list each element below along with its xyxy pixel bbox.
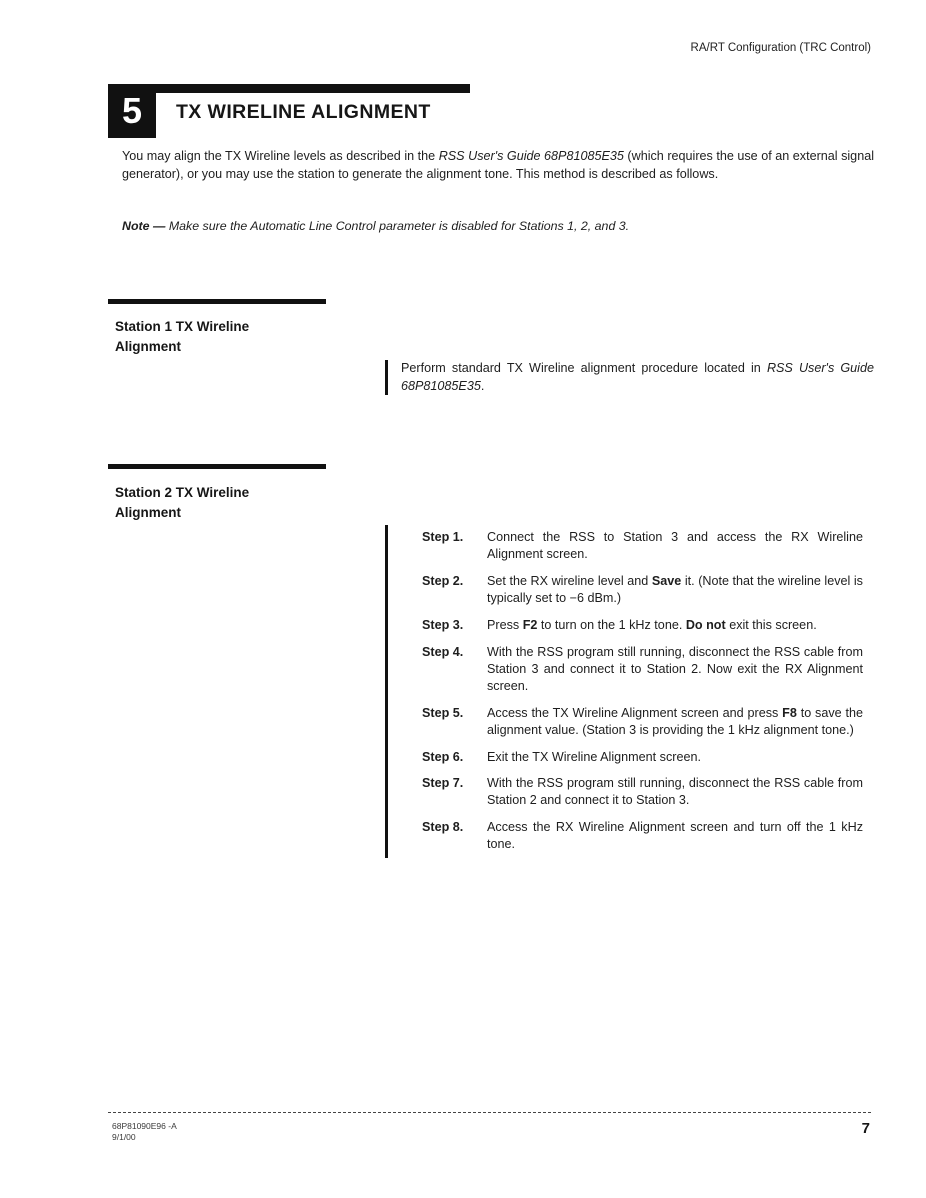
- running-header: RA/RT Configuration (TRC Control): [690, 42, 871, 54]
- chapter-number: 5: [121, 90, 143, 131]
- step-label: Step 4.: [422, 644, 464, 659]
- step-text: Exit the TX Wireline Alignment screen.: [487, 749, 701, 764]
- step-label: Step 8.: [422, 820, 464, 835]
- step-item: [422, 644, 863, 696]
- step-text: Access the TX Wireline Alignment screen and press F8 to save the alignment value. (Station 3 is providing the 1 kHz alignment tone.): [487, 705, 863, 737]
- title-bar-rule: [156, 84, 470, 93]
- doc-number: 68P81090E96 -A: [112, 1121, 177, 1131]
- step-text: Set the RX wireline level and Save it. (Note that the wireline level is typically set to −6 dBm.): [487, 573, 863, 606]
- note: [122, 219, 874, 233]
- step-item: [422, 819, 863, 853]
- section-heading-station1: Station 1 TX Wireline Alignment: [115, 319, 250, 354]
- footer-rule: [108, 1112, 871, 1113]
- step-text: With the RSS program still running, disconnect the RSS cable from Station 2 and connect it to Station 3.: [487, 776, 863, 808]
- section-rule: [108, 299, 326, 304]
- doc-date: 9/1/00: [112, 1132, 136, 1142]
- step-label: Step 2.: [422, 573, 464, 588]
- note-text: Make sure the Automatic Line Control parameter is disabled for Stations 1, 2, and 3.: [168, 219, 630, 233]
- intro-paragraph: You may align the TX Wireline levels as described in the RSS User's Guide 68P81085E35 (which requires the use of an external signal generator), or you may use the station to generate the alignment tone. This method is described as follows.: [122, 149, 874, 181]
- step-item: [422, 529, 863, 563]
- step-label: Step 1.: [422, 530, 464, 544]
- page-number: 7: [861, 1120, 870, 1137]
- step-item: [422, 705, 863, 739]
- step-item: [422, 573, 863, 607]
- step-item: [422, 749, 863, 766]
- step-item: [422, 775, 863, 809]
- section-heading-station2: Station 2 TX Wireline Alignment: [115, 485, 250, 520]
- step-label: Step 7.: [422, 776, 464, 791]
- step-text: Connect the RSS to Station 3 and access the RX Wireline Alignment screen.: [487, 530, 863, 562]
- chapter-number-box: [108, 84, 156, 138]
- step-label: Step 6.: [422, 749, 464, 764]
- step-text: With the RSS program still running, disconnect the RSS cable from Station 3 and connect it to Station 2. Now exit the RX Alignment screen.: [487, 644, 863, 693]
- station1-body: Perform standard TX Wireline alignment procedure located in RSS User's Guide 68P81085E35.: [385, 360, 874, 395]
- section-rule: [108, 464, 326, 469]
- note-label: Note —: [122, 219, 169, 233]
- italic-reference: RSS User's Guide 68P81085E35: [438, 149, 624, 163]
- page-title: TX WIRELINE ALIGNMENT: [176, 101, 431, 123]
- italic-reference: RSS User's Guide 68P81085E35: [401, 361, 874, 393]
- step-text: Press F2 to turn on the 1 kHz tone. Do not exit this screen.: [487, 617, 817, 632]
- step-text: Access the RX Wireline Alignment screen and turn off the 1 kHz tone.: [487, 820, 863, 852]
- station2-steps: [385, 525, 863, 858]
- footer-doc-id: [112, 1121, 177, 1143]
- step-label: Step 3.: [422, 617, 464, 632]
- step-label: Step 5.: [422, 705, 464, 720]
- step-item: [422, 617, 863, 634]
